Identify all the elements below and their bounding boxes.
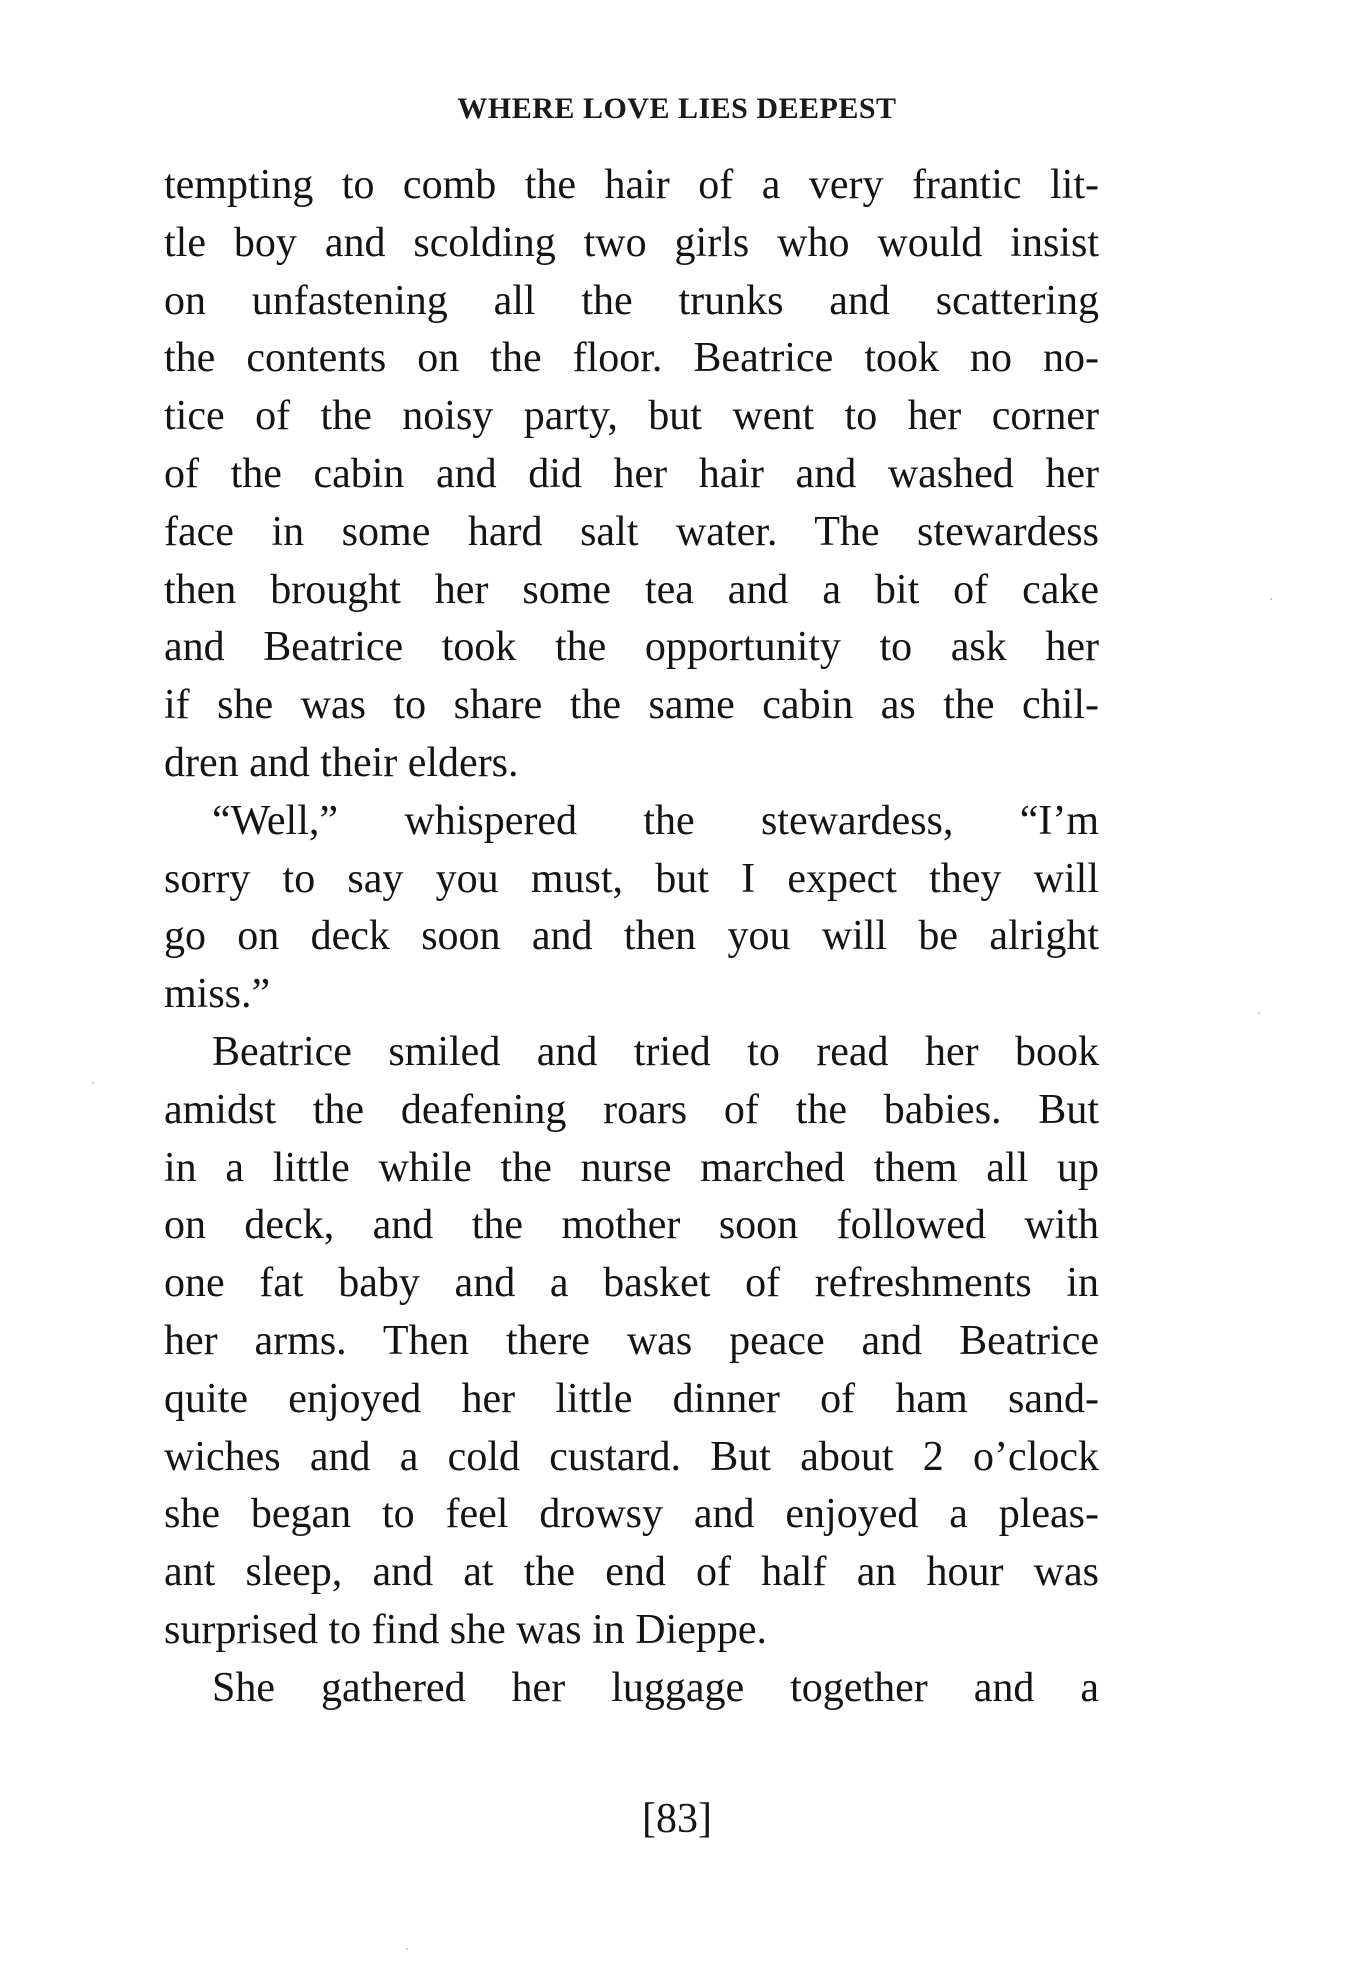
text-line: “Well,” whispered the stewardess, “I’m	[212, 797, 1099, 844]
text-line: face in some hard salt water. The stewardess	[164, 508, 1099, 555]
text-line: then brought her some tea and a bit of cake	[164, 566, 1099, 613]
text-line: miss.”	[164, 971, 271, 1018]
text-line: She gathered her luggage together and a	[212, 1664, 1099, 1711]
text-line: her arms. Then there was peace and Beatrice	[164, 1317, 1099, 1364]
text-line: surprised to find she was in Dieppe.	[164, 1606, 768, 1653]
text-line: on unfastening all the trunks and scattering	[164, 277, 1099, 324]
text-line: in a little while the nurse marched them all up	[164, 1144, 1099, 1191]
text-line: tempting to comb the hair of a very frantic lit-	[164, 162, 1099, 208]
text-line: sorry to say you must, but I expect they will	[164, 855, 1099, 902]
paper-speck	[92, 1082, 94, 1084]
text-line: if she was to share the same cabin as the chil-	[164, 682, 1099, 729]
text-line: and Beatrice took the opportunity to ask her	[164, 624, 1099, 671]
text-line: Beatrice smiled and tried to read her book	[212, 1028, 1099, 1075]
page-number: [83]	[642, 1796, 712, 1842]
body-text	[164, 157, 1099, 1718]
text-line: amidst the deafening roars of the babies. But	[164, 1086, 1099, 1133]
running-head: WHERE LOVE LIES DEEPEST	[457, 92, 897, 125]
text-line: tice of the noisy party, but went to her corner	[164, 393, 1099, 440]
text-line: ant sleep, and at the end of half an hour was	[164, 1549, 1099, 1596]
text-line: wiches and a cold custard. But about 2 o’clock	[164, 1433, 1099, 1480]
text-line: of the cabin and did her hair and washed her	[164, 450, 1099, 497]
text-line: quite enjoyed her little dinner of ham sand-	[164, 1375, 1099, 1422]
paper-speck	[406, 1948, 408, 1950]
paper-speck	[1270, 598, 1272, 600]
text-line: the contents on the floor. Beatrice took no no-	[164, 335, 1099, 382]
text-line: go on deck soon and then you will be alright	[164, 913, 1099, 960]
paper-speck	[1258, 1012, 1260, 1014]
text-line: tle boy and scolding two girls who would insist	[164, 219, 1099, 266]
text-line: on deck, and the mother soon followed with	[164, 1202, 1099, 1249]
text-line: she began to feel drowsy and enjoyed a pleas-	[164, 1491, 1099, 1538]
text-line: dren and their elders.	[164, 739, 519, 786]
text-line: one fat baby and a basket of refreshments in	[164, 1260, 1099, 1307]
